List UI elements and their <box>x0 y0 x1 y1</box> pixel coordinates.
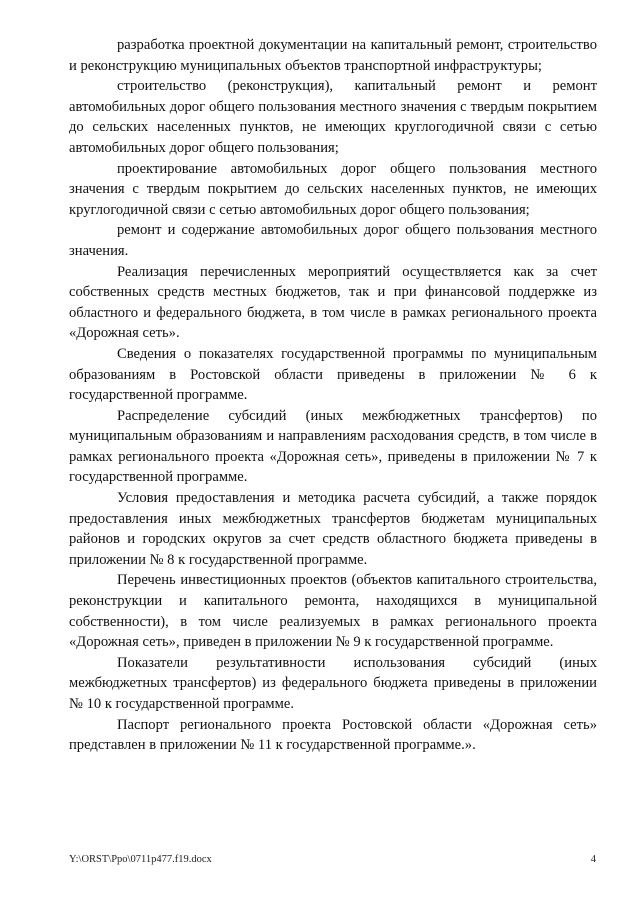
paragraph-5: Реализация перечисленных мероприятий осуществляется как за счет собственных средств местных бюджетов, так и при финансовой поддержке из областного и федерального бюджета, в том числе в рамках регионального проекта «Дорожная сеть». <box>69 263 597 342</box>
paragraph-1: разработка проектной документации на капитальный ремонт, строительство и реконструкцию муниципальных объектов транспортной инфраструктуры; <box>69 37 597 74</box>
paragraph-7: Распределение субсидий (иных межбюджетных трансфертов) по муниципальным образованиям и направлениям расходования средств, в том числе в рамках регионального проекта «Дорожная сеть», приведены в приложении № 7 к государственной программе. <box>69 407 597 486</box>
paragraph-11: Паспорт регионального проекта Ростовской области «Дорожная сеть» представлен в приложении № 11 к государственной программе.». <box>69 716 597 754</box>
paragraph-8: Условия предоставления и методика расчета субсидий, а также порядок предоставления иных межбюджетных трансфертов бюджетам муниципальных районов и городских округов за счет средств областного бюджета приведены в приложении № 8 к государственной программе. <box>69 490 597 568</box>
paragraph-10: Показатели результативности использования субсидий (иных межбюджетных трансфертов) из федерального бюджета приведены в приложении № 10 к государственной программе. <box>69 654 597 712</box>
footer-file-path: Y:\ORST\Ppo\0711p477.f19.docx <box>69 854 212 865</box>
paragraph-6: Сведения о показателях государственной программы по муниципальным образованиям в Ростовской области приведены в приложении № 6 к государственной программе. <box>69 345 597 404</box>
document-body <box>69 35 597 756</box>
paragraph-4: ремонт и содержание автомобильных дорог общего пользования местного значения. <box>69 222 597 259</box>
paragraph-2: строительство (реконструкция), капитальный ремонт и ремонт автомобильных дорог общего пользования местного значения с твердым покрытием до сельских населенных пунктов, не имеющих круглогодичной связи с сетью автомобильных дорог общего пользования; <box>69 78 597 156</box>
paragraph-9: Перечень инвестиционных проектов (объектов капитального строительства, реконструкции и капитального ремонта, находящихся в муниципальной собственности), в том числе реализуемых в рамках регионального проекта «Дорожная сеть», приведен в приложении № 9 к государственной программе. <box>69 572 597 651</box>
paragraph-3: проектирование автомобильных дорог общего пользования местного значения с твердым покрытием до сельских населенных пунктов, не имеющих круглогодичной связи с сетью автомобильных дорог общего пользования; <box>69 160 597 218</box>
page-number: 4 <box>590 854 596 865</box>
